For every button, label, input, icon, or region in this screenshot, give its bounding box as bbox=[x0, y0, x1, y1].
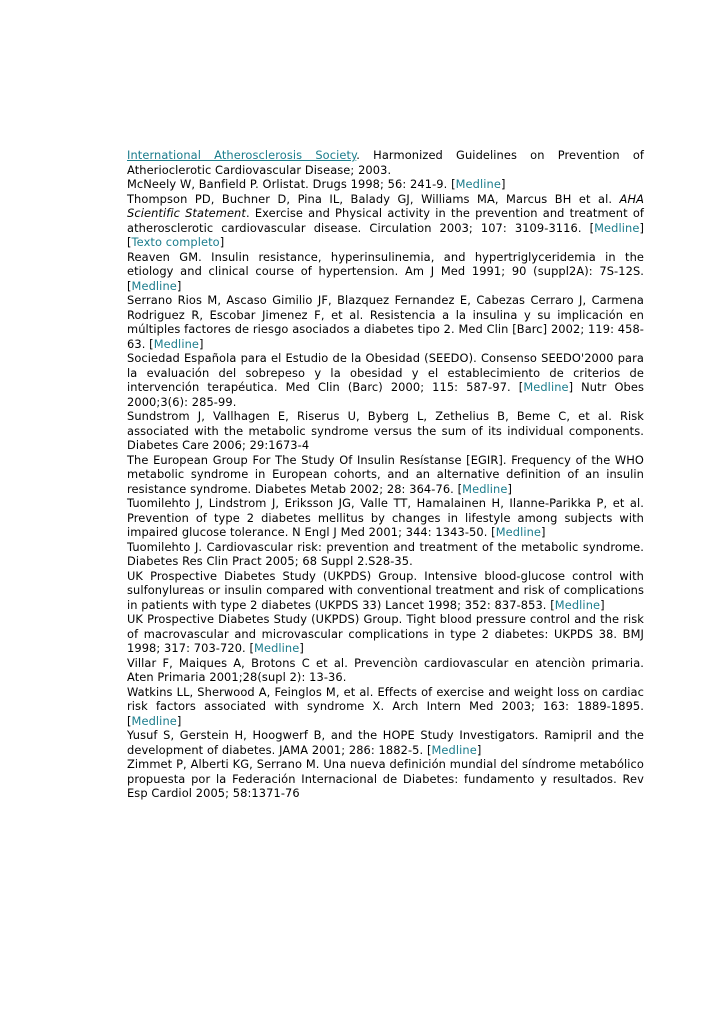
reference-text: Serrano Rios M, Ascaso Gimilio JF, Blazquez Fernandez E, Cabezas Cerraro J, Carmena Rodriguez R, Escobar Jimenez F, et al. Resistencia a la insulina y su implicación en múltiples factores de riesgo asociados a diabetes tipo 2. Med Clin [Barc] 2002; 119: 458-63. [ bbox=[127, 293, 644, 351]
reference-text: ] bbox=[176, 713, 182, 728]
reference-item bbox=[127, 192, 644, 250]
reference-text: Tuomilehto J. Cardiovascular risk: prevention and treatment of the metabolic syndrome. Diabetes Res Clin Pract 2005; 68 Suppl 2.S28-35. bbox=[127, 539, 644, 568]
medline-link[interactable]: Medline bbox=[131, 278, 177, 293]
reference-item bbox=[127, 293, 644, 351]
reference-text: UK Prospective Diabetes Study (UKPDS) Group. Tight blood pressure control and the risk of macrovascular and microvascular complications in type 2 diabetes: UKPDS 38. BMJ 1998; 317: 703-720. [ bbox=[127, 612, 644, 655]
reference-text: ] [ bbox=[127, 220, 644, 249]
reference-item bbox=[127, 148, 644, 177]
reference-text: Zimmet P, Alberti KG, Serrano M. Una nueva definición mundial del síndrome metabólico propuesta por la Federación Internacional de Diabetes: fundamento y resultados. Rev Esp Cardiol 2005; 58:1371-76 bbox=[127, 757, 644, 800]
reference-text: McNeely W, Banfield P. Orlistat. Drugs 1998; 56: 241-9. [ bbox=[127, 177, 456, 191]
reference-text: The European Group For The Study Of Insulin Resístanse [EGIR]. Frequency of the WHO metabolic syndrome in European cohorts, and an alternative definition of an insulin resistance syndrome. Diabetes Metab 2002; 28: 364-76. [ bbox=[127, 452, 644, 496]
reference-list bbox=[127, 148, 644, 801]
reference-text: . Harmonized Guidelines on Prevention of Atherioclerotic Cardiovascular Disease; 2003. bbox=[127, 148, 645, 177]
full-text-link[interactable]: Texto completo bbox=[131, 235, 220, 249]
reference-item bbox=[127, 757, 644, 801]
reference-text: ] bbox=[507, 481, 513, 496]
reference-item bbox=[127, 351, 644, 409]
reference-text: Sociedad Española para el Estudio de la Obesidad (SEEDO). Consenso SEEDO'2000 para la evaluación del sobrepeso y la obesidad y el establecimiento de criterios de intervención terapéutica. Med Clin (Barc) 2000; 115: 587-97. [ bbox=[127, 351, 644, 394]
medline-link[interactable]: Medline bbox=[455, 177, 501, 191]
reference-text: ] bbox=[299, 641, 304, 655]
reference-item bbox=[127, 177, 644, 192]
reference-item bbox=[127, 728, 644, 757]
reference-link[interactable]: International Atherosclerosis Society bbox=[127, 148, 357, 162]
reference-text: ] bbox=[500, 177, 506, 191]
reference-text: Tuomilehto J, Lindstrom J, Eriksson JG, Valle TT, Hamalainen H, Ilanne-Parikka P, et al. Prevention of type 2 diabetes mellitus by changes in lifestyle among subjects with impaired glucose tolerance. N Engl J Med 2001; 344: 1343-50. [ bbox=[127, 496, 644, 539]
reference-item bbox=[127, 496, 644, 540]
medline-link[interactable]: Medline bbox=[153, 336, 200, 351]
medline-link[interactable]: Medline bbox=[462, 481, 508, 496]
reference-text: Reaven GM. Insulin resistance, hyperinsulinemia, and hypertriglyceridemia in the etiology and clinical course of hypertension. Am J Med 1991; 90 (suppl2A): 7S-12S. [ bbox=[127, 249, 644, 293]
reference-text: ] bbox=[219, 235, 225, 249]
medline-link[interactable]: Medline bbox=[554, 597, 601, 612]
reference-text: ] bbox=[476, 742, 482, 757]
reference-text: Watkins LL, Sherwood A, Feinglos M, et al. Effects of exercise and weight loss on cardiac risk factors associated with syndrome X. Arch Intern Med 2003; 163: 1889-1895. [ bbox=[127, 684, 644, 728]
reference-text: UK Prospective Diabetes Study (UKPDS) Group. Intensive blood-glucose control with sulfonylureas or insulin compared with conventional treatment and risk of complications in patients with type 2 diabetes (UKPDS 33) Lancet 1998; 352: 837-853. [ bbox=[127, 568, 644, 612]
reference-item bbox=[127, 685, 644, 729]
medline-link[interactable]: Medline bbox=[594, 220, 640, 235]
reference-item bbox=[127, 612, 644, 656]
reference-item bbox=[127, 453, 644, 497]
medline-link[interactable]: Medline bbox=[131, 713, 177, 728]
reference-text: Yusuf S, Gerstein H, Hoogwerf B, and the HOPE Study Investigators. Ramipril and the development of diabetes. JAMA 2001; 286: 1882-5. [ bbox=[127, 728, 644, 757]
reference-item bbox=[127, 540, 644, 569]
reference-text: ] bbox=[176, 278, 182, 293]
medline-link[interactable]: Medline bbox=[523, 380, 569, 394]
reference-text: Thompson PD, Buchner D, Pina IL, Balady GJ, Williams MA, Marcus BH et al. bbox=[127, 191, 620, 206]
reference-item bbox=[127, 656, 644, 685]
reference-text: ] bbox=[199, 336, 204, 351]
medline-link[interactable]: Medline bbox=[254, 641, 300, 655]
reference-text: Villar F, Maiques A, Brotons C et al. Prevenciòn cardiovascular en atenciòn primaria. Aten Primaria 2001;28(supl 2): 13-36. bbox=[127, 655, 644, 684]
reference-text: ] Nutr Obes 2000;3(6): 285-99. bbox=[127, 380, 644, 409]
reference-text: Sundstrom J, Vallhagen E, Riserus U, Byberg L, Zethelius B, Beme C, et al. Risk associated with the metabolic syndrome versus the sum of its individual components. Diabetes Care 2006; 29:1673-4 bbox=[127, 409, 644, 452]
reference-text: . Exercise and Physical activity in the prevention and treatment of atherosclerotic cardiovascular disease. Circulation 2003; 107: 3109-3116. [ bbox=[127, 206, 645, 235]
reference-text: ] bbox=[600, 597, 605, 612]
reference-item bbox=[127, 250, 644, 294]
reference-item bbox=[127, 409, 644, 453]
reference-item bbox=[127, 569, 644, 613]
reference-emphasis: AHA Scientific Statement bbox=[127, 191, 644, 220]
medline-link[interactable]: Medline bbox=[431, 742, 477, 757]
reference-text: ] bbox=[541, 525, 546, 539]
medline-link[interactable]: Medline bbox=[495, 525, 542, 539]
